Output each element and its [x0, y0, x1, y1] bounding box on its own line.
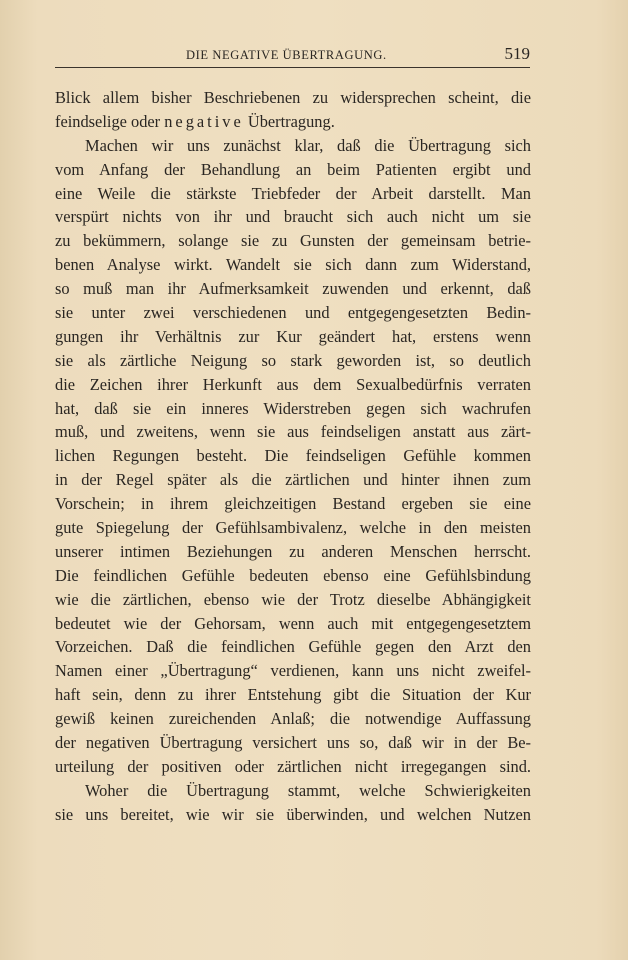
emphasized-word: negative — [164, 111, 244, 131]
text-line: Machen wir uns zunächst klar, daß die Übertragung sich — [85, 135, 531, 155]
text-line: Vorschein; in ihrem gleichzeitigen Bestand ergeben sie eine — [55, 494, 531, 514]
text-line: sie als zärtliche Neigung so stark geworden ist, so deutlich — [55, 350, 531, 370]
text-line: urteilung der positiven oder zärtlichen nicht irregegangen sind. — [55, 756, 531, 776]
text-line: lichen Regungen besteht. Die feindseligen Gefühle kommen — [55, 446, 531, 466]
text-line: gungen ihr Verhältnis zur Kur geändert hat, erstens wenn — [55, 326, 531, 346]
text-line: feindselige oder negative Übertragung. — [55, 111, 335, 131]
body-text — [55, 86, 531, 827]
text-line: hat, daß sie ein inneres Widerstreben gegen sich wachrufen — [55, 398, 531, 418]
text-line: verspürt nichts von ihr und braucht sich auch nicht um sie — [55, 207, 531, 227]
text-line: sie unter zwei verschiedenen und entgegengesetzten Bedin- — [55, 303, 531, 323]
running-head: DIE NEGATIVE ÜBERTRAGUNG. — [186, 48, 387, 62]
text-line: so muß man ihr Aufmerksamkeit zuwenden und erkennt, daß — [55, 279, 531, 299]
page-number: 519 — [504, 44, 530, 63]
text-line: gewiß keinen zureichenden Anlaß; die notwendige Auffassung — [55, 709, 531, 729]
text-line: unserer intimen Beziehungen zu anderen Menschen herrscht. — [55, 541, 531, 561]
text-line: muß, und zweitens, wenn sie aus feindseligen anstatt aus zärt- — [55, 422, 531, 442]
text-line: in der Regel später als die zärtlichen und hinter ihnen zum — [55, 470, 531, 490]
header-rule — [55, 67, 530, 68]
text-line: sie uns bereitet, wie wir sie überwinden, und welchen Nutzen — [55, 804, 531, 824]
text-line: eine Weile die stärkste Triebfeder der Arbeit darstellt. Man — [55, 183, 531, 203]
text-line: zu bekümmern, solange sie zu Gunsten der gemeinsam betrie- — [55, 231, 531, 251]
text-line: bedeutet wie der Gehorsam, wenn auch mit entgegengesetztem — [55, 613, 531, 633]
text-line: Die feindlichen Gefühle bedeuten ebenso eine Gefühlsbindung — [55, 565, 531, 585]
text-line: Namen einer „Übertragung“ verdienen, kann uns nicht zweifel- — [55, 661, 531, 681]
text-line: der negativen Übertragung versichert uns so, daß wir in der Be- — [55, 733, 531, 753]
text-line: die Zeichen ihrer Herkunft aus dem Sexualbedürfnis verraten — [55, 374, 531, 394]
text-line: Blick allem bisher Beschriebenen zu widersprechen scheint, die — [55, 88, 531, 107]
text-line: haft sein, denn zu ihrer Entstehung gibt die Situation der Kur — [55, 685, 531, 705]
text-line: wie die zärtlichen, ebenso wie der Trotz dieselbe Abhängigkeit — [55, 589, 531, 609]
text-line: benen Analyse wirkt. Wandelt sie sich dann zum Widerstand, — [55, 255, 531, 275]
text-line: vom Anfang der Behandlung an beim Patienten ergibt und — [55, 159, 531, 179]
text-line: Vorzeichen. Daß die feindlichen Gefühle gegen den Arzt den — [55, 637, 531, 657]
text-line: Woher die Übertragung stammt, welche Schwierigkeiten — [85, 780, 531, 800]
text-line: gute Spiegelung der Gefühlsambivalenz, welche in den meisten — [55, 518, 531, 538]
page-header — [55, 44, 530, 68]
